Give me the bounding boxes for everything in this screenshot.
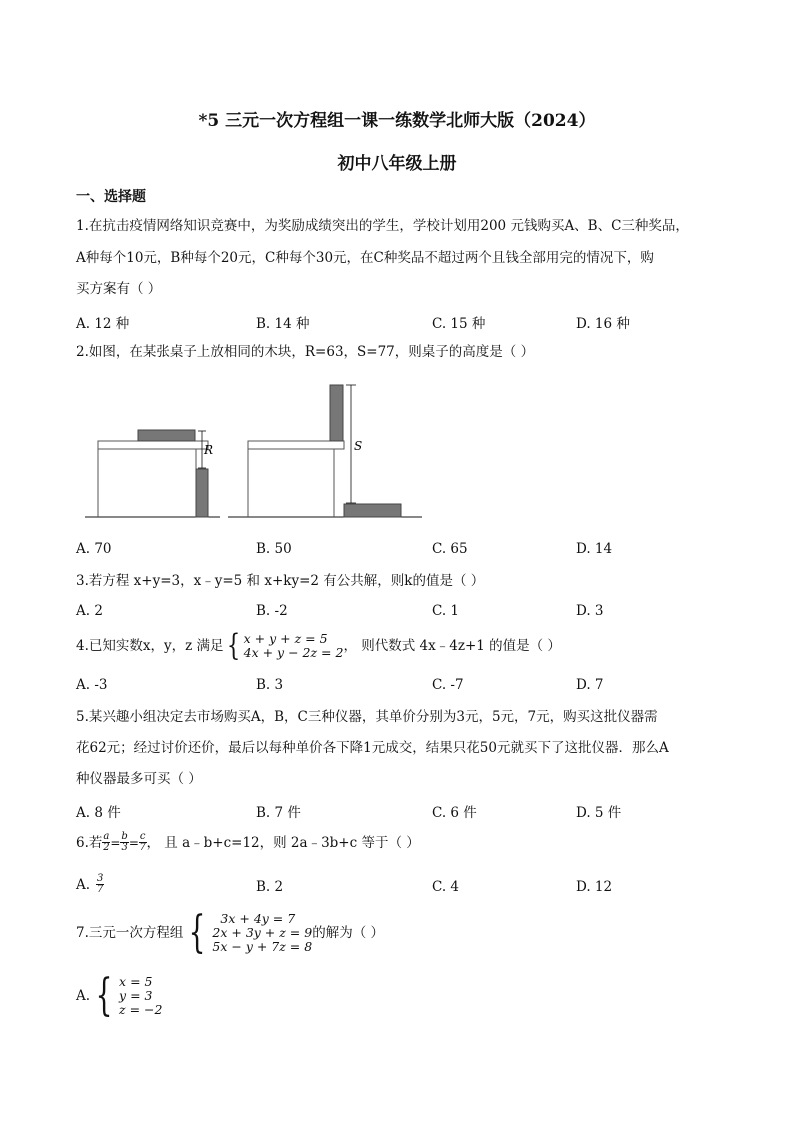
q4-brace: { xyxy=(226,628,240,663)
q4-option-d[interactable]: D. 7 xyxy=(576,677,604,693)
q2-option-a[interactable]: A. 70 xyxy=(76,541,112,557)
q4-prefix: 4.已知实数x，y，z 满足 xyxy=(76,638,224,654)
q7-eq-2: 2x + 3y + z = 9 xyxy=(212,925,313,940)
label-s: S xyxy=(354,439,363,453)
q3-option-b[interactable]: B. -2 xyxy=(256,603,288,619)
q6-prefix: 6.若 xyxy=(76,834,103,851)
page-title: *5 三元一次方程组一课一练数学北师大版（2024） xyxy=(198,111,596,131)
q1-line-1: 1.在抗击疫情网络知识竞赛中，为奖励成绩突出的学生，学校计划用200 元钱购买A、B、C三种奖品， xyxy=(76,218,689,234)
q7-eq-3: 5x − y + 7z = 8 xyxy=(212,939,313,954)
q2-text: 2.如图，在某张桌子上放相同的木块，R=63，S=77，则桌子的高度是（ ） xyxy=(76,344,535,360)
block-standing-left xyxy=(196,469,208,517)
q5-option-c[interactable]: C. 6 件 xyxy=(432,805,477,821)
q4-question xyxy=(76,628,561,663)
q7-question xyxy=(76,907,385,958)
q6-question: 6.若 $\frac{a}{2}$ = $\frac{b}{3}$ = $\frac{c}{7}$ ， 且 a﹣b+c=12，则 2a﹣3b+c 等于（ ） xyxy=(76,831,420,853)
q7-prefix: 7.三元一次方程组 xyxy=(76,925,184,941)
q1-line-3: 买方案有（ ） xyxy=(76,281,162,297)
q7-eq-1: 3x + 4y = 7 xyxy=(220,911,296,926)
q2-option-d[interactable]: D. 14 xyxy=(576,541,613,557)
q5-option-a[interactable]: A. 8 件 xyxy=(76,805,121,821)
q7-brace: { xyxy=(188,907,206,958)
q6-option-a[interactable]: A. $\frac{3}{7}$ xyxy=(76,873,104,895)
q7-suffix: 的解为（ ） xyxy=(312,925,385,941)
q6-fraction-a: $\frac{a}{2}$ xyxy=(103,831,110,853)
q6-option-a-fraction: $\frac{3}{7}$ xyxy=(97,873,104,895)
page-subtitle: 初中八年级上册 xyxy=(337,154,457,174)
tabletop-right xyxy=(248,441,344,449)
block-floor-right xyxy=(344,504,401,517)
q6-option-d[interactable]: D. 12 xyxy=(576,879,613,895)
tabletop-left xyxy=(98,441,208,449)
q5-option-b[interactable]: B. 7 件 xyxy=(256,805,301,821)
q1-option-a[interactable]: A. 12 种 xyxy=(76,316,130,332)
q1-option-b[interactable]: B. 14 种 xyxy=(256,316,310,332)
q7-option-a-eq-1: x = 5 xyxy=(119,974,153,989)
q7-equation-system xyxy=(183,907,313,958)
q3-text: 3.若方程 x+y=3，x﹣y=5 和 x+ky=2 有公共解，则k的值是（ ） xyxy=(76,573,485,589)
q7-option-a-eq-2: y = 3 xyxy=(119,988,153,1003)
q4-eq-1: x + y + z = 5 xyxy=(243,631,328,646)
q6-option-c[interactable]: C. 4 xyxy=(432,879,460,895)
q3-option-a[interactable]: A. 2 xyxy=(76,603,103,619)
q5-line-2: 花62元；经过讨价还价，最后以每种单价各下降1元成交，结果只花50元就买下了这批仪器．那么A xyxy=(76,740,669,756)
q5-line-3: 种仪器最多可买（ ） xyxy=(76,771,202,787)
q1-option-d[interactable]: D. 16 种 xyxy=(576,316,630,332)
q4-option-a[interactable]: A. -3 xyxy=(76,677,108,693)
block-on-table-left xyxy=(138,430,195,441)
q7-option-a-eq-3: z = −2 xyxy=(119,1002,163,1017)
q6-fraction-b: $\frac{b}{3}$ xyxy=(121,831,128,853)
q4-option-b[interactable]: B. 3 xyxy=(256,677,284,693)
q6-fraction-c: $\frac{c}{7}$ xyxy=(139,831,146,853)
q4-equation-system xyxy=(224,628,344,663)
q1-option-c[interactable]: C. 15 种 xyxy=(432,316,486,332)
table-blocks-figure xyxy=(80,380,430,522)
q3-option-d[interactable]: D. 3 xyxy=(576,603,604,619)
q3-option-c[interactable]: C. 1 xyxy=(432,603,460,619)
q6-suffix: ， 且 a﹣b+c=12，则 2a﹣3b+c 等于（ ） xyxy=(146,834,420,851)
q2-option-b[interactable]: B. 50 xyxy=(256,541,292,557)
q7-option-a-system: { x = 5 y = 3 z = −2 xyxy=(95,970,163,1021)
q7-option-a[interactable]: A. { x = 5 y = 3 z = −2 xyxy=(76,970,163,1021)
q5-option-d[interactable]: D. 5 件 xyxy=(576,805,622,821)
q4-eq-2: 4x + y − 2z = 2 xyxy=(243,645,344,660)
q2-option-c[interactable]: C. 65 xyxy=(432,541,468,557)
q1-line-2: A种每个10元，B种每个20元，C种每个30元，在C种奖品不超过两个且钱全部用完的情况下，购 xyxy=(76,250,654,266)
q5-line-1: 5.某兴趣小组决定去市场购买A，B，C三种仪器，其单价分别为3元，5元，7元，购买这批仪器需 xyxy=(76,709,658,725)
block-standing-right xyxy=(330,385,343,441)
section-heading: 一、选择题 xyxy=(76,189,146,205)
label-r: R xyxy=(204,443,214,457)
q4-suffix: ， 则代数式 4x﹣4z+1 的值是（ ） xyxy=(343,638,561,654)
q6-option-b[interactable]: B. 2 xyxy=(256,879,284,895)
q4-option-c[interactable]: C. -7 xyxy=(432,677,464,693)
